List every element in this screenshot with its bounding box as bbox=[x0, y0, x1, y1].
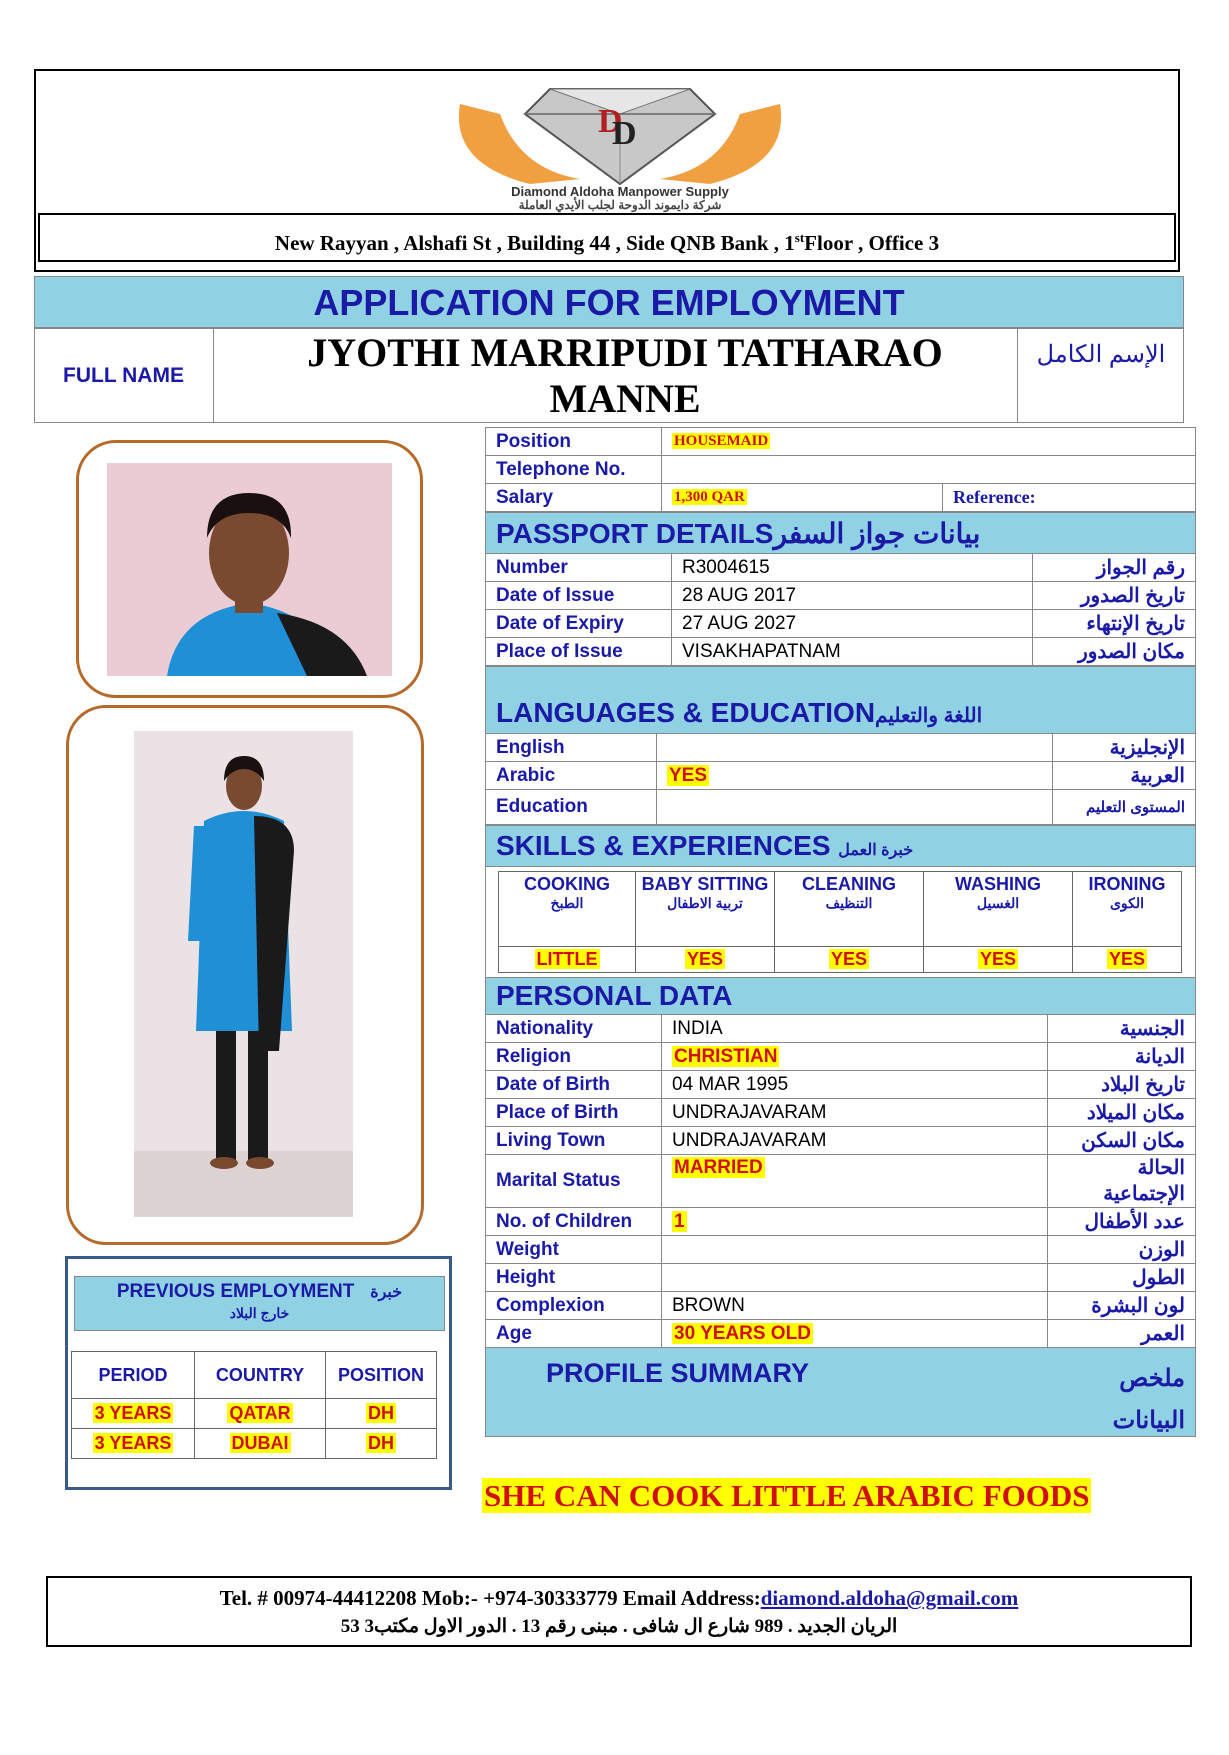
skills-title-en: SKILLS & EXPERIENCES bbox=[496, 830, 831, 861]
religion-value: CHRISTIAN bbox=[674, 1045, 778, 1067]
previous-employment-title bbox=[74, 1276, 445, 1331]
position-value: HOUSEMAID bbox=[674, 433, 769, 449]
profile-summary-title-ar1: ملخص bbox=[1119, 1365, 1185, 1392]
position-value: DH bbox=[368, 1433, 394, 1453]
header-country: COUNTRY bbox=[195, 1352, 326, 1399]
issue-date-label: Date of Issue bbox=[486, 582, 672, 610]
country-value: QATAR bbox=[229, 1403, 291, 1423]
position-label: Position bbox=[486, 428, 662, 456]
table-row bbox=[486, 1208, 1196, 1236]
passport-title-ar: بيانات جواز السفر bbox=[773, 517, 981, 549]
table-row bbox=[486, 1236, 1196, 1264]
skill-cleaning-label: CLEANING bbox=[802, 874, 896, 894]
expiry-date-value: 27 AUG 2027 bbox=[672, 610, 1033, 638]
salary-value: 1,300 QAR bbox=[674, 489, 745, 505]
footer-box bbox=[46, 1576, 1192, 1647]
complexion-label: Complexion bbox=[486, 1292, 662, 1320]
skill-ironing-ar: الكوى bbox=[1109, 895, 1145, 911]
personal-data-table bbox=[485, 977, 1196, 1348]
religion-ar: الديانة bbox=[1048, 1043, 1196, 1071]
languages-title-ar: اللغة والتعليم bbox=[875, 705, 983, 727]
place-of-birth-label: Place of Birth bbox=[486, 1099, 662, 1127]
full-name-label: FULL NAME bbox=[34, 328, 214, 423]
expiry-date-ar: تاريخ الإنتهاء bbox=[1033, 610, 1196, 638]
table-row bbox=[486, 1320, 1196, 1348]
table-row bbox=[486, 1015, 1196, 1043]
skill-ironing-label: IRONING bbox=[1088, 874, 1166, 894]
address-sup: st bbox=[794, 230, 805, 245]
table-row bbox=[486, 762, 1196, 790]
skill-cooking-ar: الطبخ bbox=[550, 895, 584, 911]
living-town-ar: مكان السكن bbox=[1048, 1127, 1196, 1155]
height-ar: الطول bbox=[1048, 1264, 1196, 1292]
table-row bbox=[72, 1399, 437, 1429]
period-value: 3 YEARS bbox=[94, 1403, 172, 1423]
table-row bbox=[486, 1292, 1196, 1320]
arabic-label: Arabic bbox=[486, 762, 657, 790]
skills-title-ar: خبرة العمل bbox=[838, 842, 914, 859]
skill-washing-ar: الغسيل bbox=[976, 895, 1020, 911]
skill-cooking-value: LITTLE bbox=[536, 949, 598, 969]
skills-grid-wrap bbox=[485, 867, 1196, 977]
passport-table bbox=[485, 512, 1196, 666]
children-value: 1 bbox=[674, 1210, 685, 1232]
english-label: English bbox=[486, 734, 657, 762]
table-row bbox=[486, 1264, 1196, 1292]
profile-summary-header bbox=[485, 1348, 1196, 1437]
skill-babysitting-value: YES bbox=[686, 949, 724, 969]
weight-value bbox=[662, 1236, 1048, 1264]
full-body-photo bbox=[134, 731, 353, 1217]
table-row bbox=[486, 1043, 1196, 1071]
age-value: 30 YEARS OLD bbox=[674, 1322, 811, 1344]
full-name-value: JYOTHI MARRIPUDI TATHARAO MANNE bbox=[307, 330, 943, 421]
table-row bbox=[486, 734, 1196, 762]
company-name-ar: شركة دايموند الدوحة لجلب الأيدي العاملة bbox=[518, 198, 722, 212]
children-label: No. of Children bbox=[486, 1208, 662, 1236]
height-label: Height bbox=[486, 1264, 662, 1292]
table-row bbox=[486, 1099, 1196, 1127]
place-of-issue-label: Place of Issue bbox=[486, 638, 672, 666]
full-name-label-ar: الإسم الكامل bbox=[1017, 328, 1184, 423]
table-row bbox=[486, 638, 1196, 666]
complexion-ar: لون البشرة bbox=[1048, 1292, 1196, 1320]
place-of-issue-value: VISAKHAPATNAM bbox=[672, 638, 1033, 666]
telephone-label: Telephone No. bbox=[486, 456, 662, 484]
skill-babysitting-ar: تربية الاطفال bbox=[667, 895, 743, 911]
education-label: Education bbox=[486, 790, 657, 825]
personal-data-title: PERSONAL DATA bbox=[486, 978, 1196, 1015]
previous-employment-title-ar2: خارج البلاد bbox=[229, 1305, 290, 1321]
languages-title-en: LANGUAGES & EDUCATION bbox=[496, 697, 876, 728]
marital-status-ar: الحالة الإجتماعية bbox=[1048, 1155, 1196, 1208]
languages-table bbox=[485, 666, 1196, 825]
place-of-birth-value: UNDRAJAVARAM bbox=[662, 1099, 1048, 1127]
skill-washing-label: WASHING bbox=[954, 874, 1041, 894]
telephone-value bbox=[662, 456, 1196, 484]
skills-section bbox=[485, 825, 1196, 867]
education-ar: المستوى التعليم bbox=[1053, 790, 1196, 825]
passport-number-label: Number bbox=[486, 554, 672, 582]
application-form bbox=[485, 427, 1196, 1437]
table-row bbox=[486, 610, 1196, 638]
skills-table bbox=[498, 871, 1182, 973]
table-row bbox=[486, 1127, 1196, 1155]
portrait-photo bbox=[107, 463, 392, 676]
footer-email-link[interactable]: diamond.aldoha@gmail.com bbox=[760, 1586, 1019, 1610]
profile-summary-title-ar2: البيانات bbox=[1112, 1407, 1185, 1434]
age-ar: العمر bbox=[1048, 1320, 1196, 1348]
skill-washing-value: YES bbox=[979, 949, 1017, 969]
table-row bbox=[486, 790, 1196, 825]
skill-cleaning-ar: التنظيف bbox=[825, 895, 873, 911]
marital-status-value: MARRIED bbox=[674, 1157, 763, 1178]
table-row bbox=[486, 554, 1196, 582]
issue-date-ar: تاريخ الصدور bbox=[1033, 582, 1196, 610]
dob-ar: تاريخ البلاد bbox=[1048, 1071, 1196, 1099]
dob-label: Date of Birth bbox=[486, 1071, 662, 1099]
dob-value: 04 MAR 1995 bbox=[662, 1071, 1048, 1099]
svg-text:D: D bbox=[598, 103, 623, 140]
table-row bbox=[486, 1071, 1196, 1099]
job-table bbox=[485, 427, 1196, 512]
profile-summary-text bbox=[482, 1478, 1091, 1514]
passport-number-value: R3004615 bbox=[672, 554, 1033, 582]
issue-date-value: 28 AUG 2017 bbox=[672, 582, 1033, 610]
address-tail: Floor , Office 3 bbox=[804, 231, 940, 255]
country-value: DUBAI bbox=[231, 1433, 289, 1453]
complexion-value: BROWN bbox=[662, 1292, 1048, 1320]
english-ar: الإنجليزية bbox=[1053, 734, 1196, 762]
previous-employment-title-en: PREVIOUS EMPLOYMENT bbox=[116, 1281, 355, 1302]
table-row bbox=[72, 1429, 437, 1459]
page-title: APPLICATION FOR EMPLOYMENT bbox=[34, 276, 1184, 328]
skill-cleaning-value: YES bbox=[830, 949, 868, 969]
weight-ar: الوزن bbox=[1048, 1236, 1196, 1264]
company-address bbox=[38, 213, 1176, 262]
footer-address-ar: 53 الريان الجديد . 989 شارع ال شافى . مبنى رقم 13 . الدور الاول مكتب3 bbox=[340, 1616, 898, 1637]
english-value bbox=[657, 734, 1053, 762]
period-value: 3 YEARS bbox=[94, 1433, 172, 1453]
table-row bbox=[486, 582, 1196, 610]
header-period: PERIOD bbox=[72, 1352, 195, 1399]
arabic-ar: العربية bbox=[1053, 762, 1196, 790]
table-row bbox=[486, 1155, 1196, 1208]
skill-babysitting-label: BABY SITTING bbox=[641, 874, 769, 894]
salary-label: Salary bbox=[486, 484, 662, 512]
company-name-en: Diamond Aldoha Manpower Supply bbox=[511, 184, 729, 199]
reference-label: Reference: bbox=[943, 484, 1196, 512]
previous-employment-table bbox=[71, 1351, 437, 1459]
education-value bbox=[657, 790, 1053, 825]
footer-contact: Tel. # 00974-44412208 Mob:- +974-30333779 Email Address: bbox=[219, 1586, 761, 1610]
header-position: POSITION bbox=[326, 1352, 437, 1399]
address-main: New Rayyan , Alshafi St , Building 44 , Side QNB Bank , 1 bbox=[274, 231, 795, 255]
previous-employment-title-ar1: خبرة bbox=[370, 1284, 403, 1301]
position-value: DH bbox=[368, 1403, 394, 1423]
religion-label: Religion bbox=[486, 1043, 662, 1071]
nationality-value: INDIA bbox=[662, 1015, 1048, 1043]
nationality-label: Nationality bbox=[486, 1015, 662, 1043]
weight-label: Weight bbox=[486, 1236, 662, 1264]
marital-status-label: Marital Status bbox=[486, 1155, 662, 1208]
living-town-label: Living Town bbox=[486, 1127, 662, 1155]
height-value bbox=[662, 1264, 1048, 1292]
passport-title-en: PASSPORT DETAILS bbox=[496, 517, 774, 549]
expiry-date-label: Date of Expiry bbox=[486, 610, 672, 638]
passport-number-ar: رقم الجواز bbox=[1033, 554, 1196, 582]
age-label: Age bbox=[486, 1320, 662, 1348]
nationality-ar: الجنسية bbox=[1048, 1015, 1196, 1043]
place-of-birth-ar: مكان الميلاد bbox=[1048, 1099, 1196, 1127]
skill-ironing-value: YES bbox=[1108, 949, 1146, 969]
profile-summary-value: SHE CAN COOK LITTLE ARABIC FOODS bbox=[484, 1478, 1090, 1513]
children-ar: عدد الأطفال bbox=[1048, 1208, 1196, 1236]
living-town-value: UNDRAJAVARAM bbox=[662, 1127, 1048, 1155]
place-of-issue-ar: مكان الصدور bbox=[1033, 638, 1196, 666]
skill-cooking-label: COOKING bbox=[523, 874, 610, 894]
profile-summary-title: PROFILE SUMMARY bbox=[546, 1358, 809, 1388]
svg-text:D: D bbox=[612, 115, 637, 152]
arabic-value: YES bbox=[669, 764, 708, 786]
